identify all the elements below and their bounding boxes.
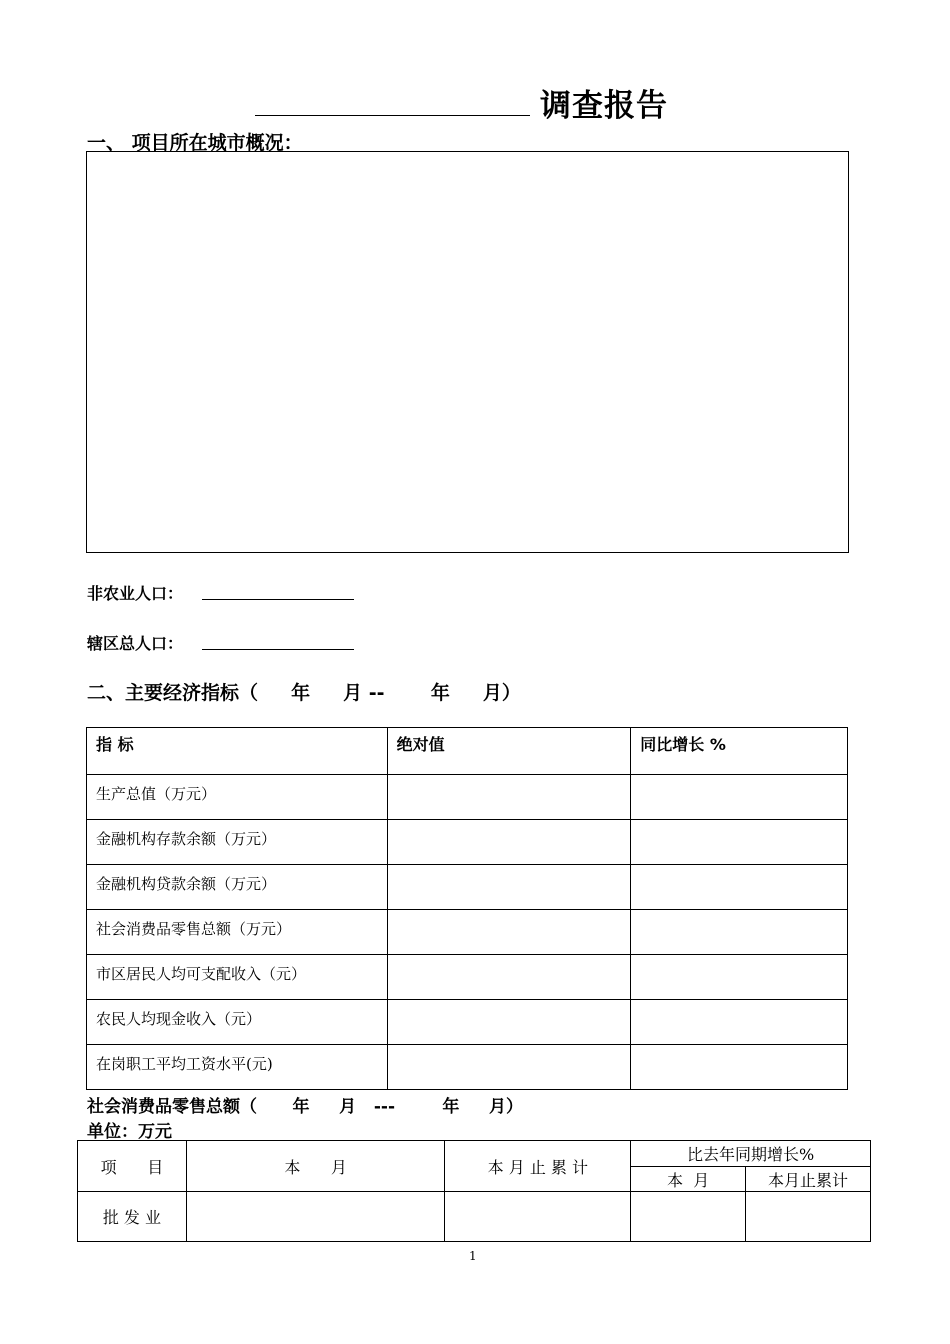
growth-cell[interactable]: [631, 775, 848, 820]
header-yoy-growth: 同比增长 %: [640, 735, 726, 754]
total-population-field[interactable]: [202, 649, 354, 650]
row-label: 金融机构贷款余额（万元）: [96, 875, 277, 893]
nonagri-population-field[interactable]: [202, 599, 354, 600]
page-title: 调查报告: [540, 88, 668, 124]
growth-cell[interactable]: [631, 1045, 848, 1090]
value-cell[interactable]: [746, 1192, 871, 1242]
row-label: 在岗职工平均工资水平(元): [96, 1055, 273, 1073]
retail-sales-heading: 社会消费品零售总额（ 年 月 --- 年 月）: [87, 1097, 523, 1117]
row-label: 农民人均现金收入（元）: [96, 1010, 262, 1028]
header-cell: [631, 728, 848, 775]
table-header-row: [87, 728, 848, 775]
header-cell: [387, 728, 631, 775]
page-number: 1: [469, 1249, 477, 1263]
table-row: [87, 865, 848, 910]
value-cell[interactable]: [387, 910, 631, 955]
row-label: 生产总值（万元）: [96, 785, 217, 803]
table-row: [87, 820, 848, 865]
total-population-label: 辖区总人口：: [87, 634, 184, 653]
unit-label: 单位：万元: [87, 1122, 172, 1142]
city-overview-box[interactable]: [86, 151, 849, 553]
growth-cell[interactable]: [631, 1000, 848, 1045]
growth-cell[interactable]: [631, 865, 848, 910]
table-row: [78, 1192, 871, 1242]
table-row: [87, 955, 848, 1000]
value-cell[interactable]: [387, 955, 631, 1000]
header-growth: 比去年同期增长%: [631, 1141, 871, 1167]
row-label: 金融机构存款余额（万元）: [96, 830, 277, 848]
header-absolute-value: 绝对值: [396, 735, 445, 754]
growth-cell[interactable]: [631, 820, 848, 865]
growth-cell[interactable]: [631, 910, 848, 955]
title-blank-line: [255, 115, 530, 116]
nonagri-population-label: 非农业人口：: [87, 584, 184, 603]
growth-cell[interactable]: [631, 955, 848, 1000]
section2-heading: 二、主要经济指标（ 年 月 -- 年 月）: [87, 682, 521, 704]
header-cell: [87, 728, 388, 775]
table-row: [87, 1000, 848, 1045]
header-cumulative: 本 月 止 累 计: [445, 1141, 631, 1192]
value-cell[interactable]: [387, 775, 631, 820]
subheader-this-month: 本 月: [631, 1167, 746, 1192]
economic-indicators-table: [86, 727, 848, 1090]
value-cell[interactable]: [445, 1192, 631, 1242]
table-header-row: [78, 1141, 871, 1167]
value-cell[interactable]: [387, 1000, 631, 1045]
header-this-month: 本 月: [186, 1141, 445, 1192]
subheader-cumulative: 本月止累计: [746, 1167, 871, 1192]
retail-sales-table: [77, 1140, 871, 1242]
section1-heading: 一、 项目所在城市概况：: [87, 132, 303, 154]
row-label-wholesale: 批 发 业: [78, 1192, 187, 1242]
value-cell[interactable]: [387, 1045, 631, 1090]
row-label: 市区居民人均可支配收入（元）: [96, 965, 307, 983]
value-cell[interactable]: [631, 1192, 746, 1242]
header-item: 项 目: [78, 1141, 187, 1192]
row-label: 社会消费品零售总额（万元）: [96, 920, 292, 938]
table-row: [87, 910, 848, 955]
value-cell[interactable]: [387, 820, 631, 865]
value-cell[interactable]: [186, 1192, 445, 1242]
header-indicator: 指 标: [96, 735, 134, 754]
table-row: [87, 775, 848, 820]
table-row: [87, 1045, 848, 1090]
value-cell[interactable]: [387, 865, 631, 910]
